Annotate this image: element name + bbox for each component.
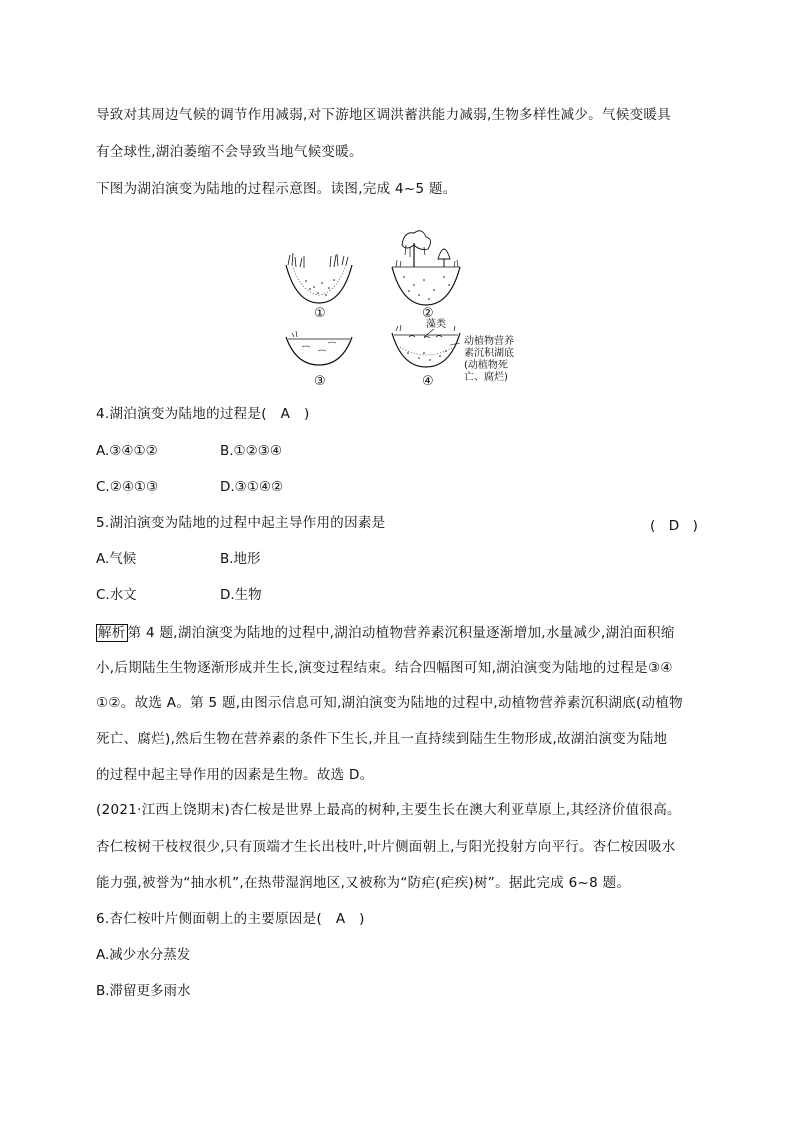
- q6-option-b: B.滞留更多雨水: [96, 983, 191, 999]
- figure-intro: 下图为湖泊演变为陆地的过程示意图。读图,完成 4~5 题。: [96, 181, 457, 197]
- stage-3-diagram: [286, 331, 352, 365]
- paragraph-line: 有全球性,湖泊萎缩不会导致当地气候变暖。: [96, 144, 363, 160]
- annotation-line-4: 亡、腐烂): [464, 372, 508, 383]
- stage-4-diagram: [392, 325, 460, 367]
- analysis-line-4: 死亡、腐烂),然后生物在营养素的条件下生长,并且一直持续到陆生生物形成,故湖泊演变为陆地: [96, 731, 668, 747]
- passage-line-2: 杏仁桉树干枝杈很少,只有顶端才生长出枝叶,叶片侧面朝上,与阳光投射方向平行。杏仁桉因吸水: [96, 839, 676, 855]
- annotation-line-1: 动植物营养: [464, 336, 514, 347]
- stage-label-3: ③: [314, 374, 326, 389]
- stage-label-1: ①: [314, 306, 326, 321]
- paragraph-line: 导致对其周边气候的调节作用减弱,对下游地区调洪蓄洪能力减弱,生物多样性减少。气候变暖具: [96, 107, 671, 123]
- q5-option-c: C.水文: [96, 587, 137, 603]
- q4-option-a: A.③④①②: [96, 443, 158, 459]
- q5-answer: ( D ): [650, 518, 698, 534]
- analysis-line-5: 的过程中起主导作用的因素是生物。故选 D。: [96, 767, 374, 783]
- q5-option-b: B.地形: [220, 551, 261, 567]
- question-4-stem: 4.湖泊演变为陆地的过程是( A ): [96, 406, 310, 422]
- passage-line-1: (2021·江西上饶期末)杏仁桉是世界上最高的树种,主要生长在澳大利亚草原上,其经济价值很高。: [96, 802, 681, 818]
- q4-option-b: B.①②③④: [220, 443, 282, 459]
- question-6-stem: 6.杏仁桉叶片侧面朝上的主要原因是( A ): [96, 911, 365, 927]
- annotation-line-3: (动植物死: [464, 360, 508, 371]
- analysis-tag: 解析: [98, 625, 126, 641]
- q5-option-d: D.生物: [220, 587, 262, 603]
- stage-label-4: ④: [422, 374, 434, 389]
- analysis-line-3: ①②。故选 A。第 5 题,由图示信息可知,湖泊演变为陆地的过程中,动植物营养素沉积湖底(动植物: [96, 695, 683, 711]
- q4-option-d: D.③①④②: [220, 479, 284, 495]
- question-5-stem: 5.湖泊演变为陆地的过程中起主导作用的因素是: [96, 515, 386, 531]
- algae-label: 藻类: [426, 319, 446, 330]
- annotation-line-2: 素沉积湖底: [464, 348, 514, 359]
- stage-label-2: ②: [422, 306, 434, 321]
- q5-option-a: A.气候: [96, 551, 137, 567]
- q6-option-a: A.减少水分蒸发: [96, 947, 191, 963]
- stage-1-diagram: [286, 253, 352, 303]
- lake-evolution-figure: [274, 225, 534, 390]
- analysis-line-1: 解析 第 4 题,湖泊演变为陆地的过程中,湖泊动植物营养素沉积量逐渐增加,水量减少,湖泊面积缩: [98, 625, 675, 641]
- analysis-line-2: 小,后期陆生生物逐渐形成并生长,演变过程结束。结合四幅图可知,湖泊演变为陆地的过程是③④: [96, 660, 673, 676]
- q4-option-c: C.②④①③: [96, 479, 159, 495]
- stage-2-diagram: [392, 231, 460, 305]
- passage-line-3: 能力强,被誉为“抽水机”,在热带湿润地区,又被称为“防疟(疟疾)树”。据此完成 6~8 题。: [96, 875, 631, 891]
